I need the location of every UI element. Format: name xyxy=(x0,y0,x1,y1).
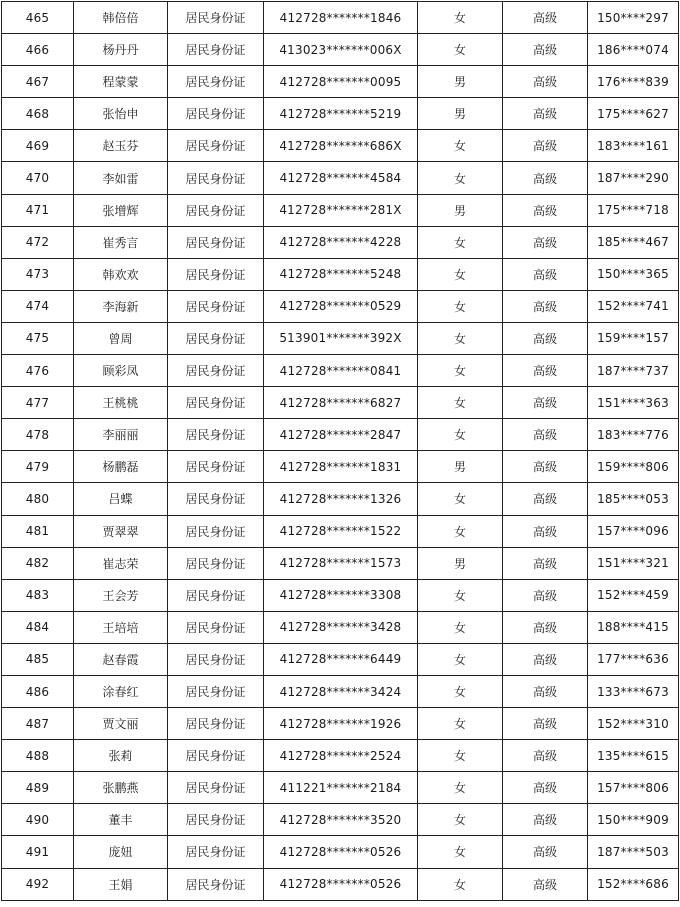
id-type-cell: 居民身份证 xyxy=(168,708,264,740)
gender-cell: 男 xyxy=(418,194,503,226)
id-type-cell: 居民身份证 xyxy=(168,194,264,226)
name-cell: 贾翠翠 xyxy=(74,515,168,547)
id-number-cell: 513901*******392X xyxy=(264,322,418,354)
name-cell: 王桃桃 xyxy=(74,387,168,419)
gender-cell: 女 xyxy=(418,226,503,258)
level-cell: 高级 xyxy=(503,2,588,34)
row-number-cell: 486 xyxy=(2,675,74,707)
level-cell: 高级 xyxy=(503,130,588,162)
gender-cell: 女 xyxy=(418,387,503,419)
id-type-cell: 居民身份证 xyxy=(168,258,264,290)
id-type-cell: 居民身份证 xyxy=(168,322,264,354)
phone-cell: 188****415 xyxy=(588,611,679,643)
gender-cell: 女 xyxy=(418,804,503,836)
level-cell: 高级 xyxy=(503,162,588,194)
phone-cell: 177****636 xyxy=(588,643,679,675)
id-number-cell: 412728*******1926 xyxy=(264,708,418,740)
gender-cell: 女 xyxy=(418,2,503,34)
row-number-cell: 474 xyxy=(2,290,74,322)
id-number-cell: 413023*******006X xyxy=(264,34,418,66)
table-row xyxy=(2,579,679,611)
gender-cell: 女 xyxy=(418,868,503,900)
phone-cell: 151****363 xyxy=(588,387,679,419)
id-number-cell: 412728*******281X xyxy=(264,194,418,226)
row-number-cell: 468 xyxy=(2,98,74,130)
row-number-cell: 470 xyxy=(2,162,74,194)
row-number-cell: 482 xyxy=(2,547,74,579)
id-number-cell: 412728*******3428 xyxy=(264,611,418,643)
phone-cell: 152****459 xyxy=(588,579,679,611)
level-cell: 高级 xyxy=(503,836,588,868)
phone-cell: 152****741 xyxy=(588,290,679,322)
name-cell: 董丰 xyxy=(74,804,168,836)
gender-cell: 女 xyxy=(418,708,503,740)
level-cell: 高级 xyxy=(503,708,588,740)
name-cell: 杨鹏磊 xyxy=(74,451,168,483)
roster-table-body xyxy=(2,2,679,901)
gender-cell: 女 xyxy=(418,258,503,290)
level-cell: 高级 xyxy=(503,226,588,258)
id-type-cell: 居民身份证 xyxy=(168,547,264,579)
gender-cell: 女 xyxy=(418,611,503,643)
level-cell: 高级 xyxy=(503,451,588,483)
id-type-cell: 居民身份证 xyxy=(168,868,264,900)
row-number-cell: 488 xyxy=(2,740,74,772)
phone-cell: 150****365 xyxy=(588,258,679,290)
gender-cell: 女 xyxy=(418,290,503,322)
table-row xyxy=(2,355,679,387)
id-type-cell: 居民身份证 xyxy=(168,387,264,419)
id-type-cell: 居民身份证 xyxy=(168,162,264,194)
id-type-cell: 居民身份证 xyxy=(168,579,264,611)
row-number-cell: 492 xyxy=(2,868,74,900)
id-number-cell: 412728*******1831 xyxy=(264,451,418,483)
gender-cell: 女 xyxy=(418,483,503,515)
level-cell: 高级 xyxy=(503,579,588,611)
id-type-cell: 居民身份证 xyxy=(168,772,264,804)
level-cell: 高级 xyxy=(503,483,588,515)
row-number-cell: 485 xyxy=(2,643,74,675)
table-row xyxy=(2,836,679,868)
id-number-cell: 412728*******4228 xyxy=(264,226,418,258)
table-row xyxy=(2,611,679,643)
phone-cell: 175****718 xyxy=(588,194,679,226)
name-cell: 庞妞 xyxy=(74,836,168,868)
id-number-cell: 412728*******2524 xyxy=(264,740,418,772)
phone-cell: 183****776 xyxy=(588,419,679,451)
id-type-cell: 居民身份证 xyxy=(168,2,264,34)
name-cell: 张鹏燕 xyxy=(74,772,168,804)
level-cell: 高级 xyxy=(503,868,588,900)
row-number-cell: 487 xyxy=(2,708,74,740)
gender-cell: 女 xyxy=(418,643,503,675)
id-type-cell: 居民身份证 xyxy=(168,740,264,772)
phone-cell: 152****686 xyxy=(588,868,679,900)
table-row xyxy=(2,290,679,322)
level-cell: 高级 xyxy=(503,419,588,451)
name-cell: 崔志荣 xyxy=(74,547,168,579)
row-number-cell: 480 xyxy=(2,483,74,515)
id-number-cell: 412728*******6449 xyxy=(264,643,418,675)
table-row xyxy=(2,322,679,354)
id-type-cell: 居民身份证 xyxy=(168,355,264,387)
roster-table xyxy=(1,1,679,901)
level-cell: 高级 xyxy=(503,515,588,547)
id-type-cell: 居民身份证 xyxy=(168,130,264,162)
phone-cell: 151****321 xyxy=(588,547,679,579)
id-type-cell: 居民身份证 xyxy=(168,419,264,451)
name-cell: 贾文丽 xyxy=(74,708,168,740)
name-cell: 赵春霞 xyxy=(74,643,168,675)
row-number-cell: 469 xyxy=(2,130,74,162)
level-cell: 高级 xyxy=(503,322,588,354)
id-type-cell: 居民身份证 xyxy=(168,515,264,547)
name-cell: 曾周 xyxy=(74,322,168,354)
level-cell: 高级 xyxy=(503,675,588,707)
table-row xyxy=(2,772,679,804)
name-cell: 杨丹丹 xyxy=(74,34,168,66)
table-row xyxy=(2,98,679,130)
name-cell: 李如雷 xyxy=(74,162,168,194)
phone-cell: 135****615 xyxy=(588,740,679,772)
gender-cell: 女 xyxy=(418,322,503,354)
level-cell: 高级 xyxy=(503,355,588,387)
phone-cell: 150****297 xyxy=(588,2,679,34)
id-number-cell: 412728*******1326 xyxy=(264,483,418,515)
row-number-cell: 478 xyxy=(2,419,74,451)
id-type-cell: 居民身份证 xyxy=(168,290,264,322)
table-row xyxy=(2,483,679,515)
id-type-cell: 居民身份证 xyxy=(168,643,264,675)
id-type-cell: 居民身份证 xyxy=(168,451,264,483)
level-cell: 高级 xyxy=(503,258,588,290)
name-cell: 赵玉芬 xyxy=(74,130,168,162)
gender-cell: 男 xyxy=(418,66,503,98)
id-number-cell: 412728*******1522 xyxy=(264,515,418,547)
level-cell: 高级 xyxy=(503,290,588,322)
table-row xyxy=(2,226,679,258)
row-number-cell: 471 xyxy=(2,194,74,226)
table-row xyxy=(2,2,679,34)
name-cell: 王会芳 xyxy=(74,579,168,611)
id-number-cell: 412728*******5248 xyxy=(264,258,418,290)
table-row xyxy=(2,66,679,98)
name-cell: 韩欢欢 xyxy=(74,258,168,290)
phone-cell: 150****909 xyxy=(588,804,679,836)
row-number-cell: 484 xyxy=(2,611,74,643)
table-row xyxy=(2,451,679,483)
id-number-cell: 412728*******0526 xyxy=(264,868,418,900)
id-type-cell: 居民身份证 xyxy=(168,66,264,98)
name-cell: 李海新 xyxy=(74,290,168,322)
gender-cell: 女 xyxy=(418,579,503,611)
id-type-cell: 居民身份证 xyxy=(168,836,264,868)
row-number-cell: 491 xyxy=(2,836,74,868)
id-type-cell: 居民身份证 xyxy=(168,98,264,130)
phone-cell: 185****467 xyxy=(588,226,679,258)
row-number-cell: 481 xyxy=(2,515,74,547)
table-row xyxy=(2,419,679,451)
gender-cell: 女 xyxy=(418,836,503,868)
id-type-cell: 居民身份证 xyxy=(168,34,264,66)
table-row xyxy=(2,804,679,836)
table-row xyxy=(2,130,679,162)
id-number-cell: 412728*******3424 xyxy=(264,675,418,707)
table-row xyxy=(2,675,679,707)
id-number-cell: 411221*******2184 xyxy=(264,772,418,804)
gender-cell: 女 xyxy=(418,675,503,707)
phone-cell: 187****503 xyxy=(588,836,679,868)
row-number-cell: 473 xyxy=(2,258,74,290)
table-row xyxy=(2,34,679,66)
id-number-cell: 412728*******0529 xyxy=(264,290,418,322)
phone-cell: 183****161 xyxy=(588,130,679,162)
phone-cell: 176****839 xyxy=(588,66,679,98)
phone-cell: 152****310 xyxy=(588,708,679,740)
table-row xyxy=(2,258,679,290)
table-row xyxy=(2,643,679,675)
table-row xyxy=(2,387,679,419)
id-number-cell: 412728*******6827 xyxy=(264,387,418,419)
level-cell: 高级 xyxy=(503,611,588,643)
id-number-cell: 412728*******5219 xyxy=(264,98,418,130)
level-cell: 高级 xyxy=(503,740,588,772)
level-cell: 高级 xyxy=(503,547,588,579)
phone-cell: 187****737 xyxy=(588,355,679,387)
phone-cell: 157****096 xyxy=(588,515,679,547)
phone-cell: 133****673 xyxy=(588,675,679,707)
level-cell: 高级 xyxy=(503,643,588,675)
level-cell: 高级 xyxy=(503,98,588,130)
level-cell: 高级 xyxy=(503,66,588,98)
gender-cell: 男 xyxy=(418,451,503,483)
name-cell: 张莉 xyxy=(74,740,168,772)
name-cell: 崔秀言 xyxy=(74,226,168,258)
level-cell: 高级 xyxy=(503,772,588,804)
id-number-cell: 412728*******1846 xyxy=(264,2,418,34)
gender-cell: 女 xyxy=(418,772,503,804)
name-cell: 王娟 xyxy=(74,868,168,900)
phone-cell: 185****053 xyxy=(588,483,679,515)
row-number-cell: 490 xyxy=(2,804,74,836)
table-row xyxy=(2,547,679,579)
phone-cell: 159****157 xyxy=(588,322,679,354)
id-number-cell: 412728*******0095 xyxy=(264,66,418,98)
gender-cell: 男 xyxy=(418,547,503,579)
table-row xyxy=(2,162,679,194)
row-number-cell: 489 xyxy=(2,772,74,804)
id-number-cell: 412728*******3520 xyxy=(264,804,418,836)
phone-cell: 175****627 xyxy=(588,98,679,130)
id-type-cell: 居民身份证 xyxy=(168,804,264,836)
table-row xyxy=(2,708,679,740)
name-cell: 韩倍倍 xyxy=(74,2,168,34)
phone-cell: 157****806 xyxy=(588,772,679,804)
phone-cell: 186****074 xyxy=(588,34,679,66)
row-number-cell: 466 xyxy=(2,34,74,66)
table-row xyxy=(2,194,679,226)
row-number-cell: 477 xyxy=(2,387,74,419)
name-cell: 程蒙蒙 xyxy=(74,66,168,98)
id-number-cell: 412728*******4584 xyxy=(264,162,418,194)
id-number-cell: 412728*******686X xyxy=(264,130,418,162)
id-type-cell: 居民身份证 xyxy=(168,226,264,258)
row-number-cell: 476 xyxy=(2,355,74,387)
gender-cell: 女 xyxy=(418,355,503,387)
id-number-cell: 412728*******0526 xyxy=(264,836,418,868)
table-row xyxy=(2,868,679,900)
gender-cell: 女 xyxy=(418,162,503,194)
gender-cell: 男 xyxy=(418,98,503,130)
name-cell: 吕蝶 xyxy=(74,483,168,515)
id-number-cell: 412728*******3308 xyxy=(264,579,418,611)
gender-cell: 女 xyxy=(418,419,503,451)
name-cell: 张增辉 xyxy=(74,194,168,226)
name-cell: 张怡申 xyxy=(74,98,168,130)
row-number-cell: 465 xyxy=(2,2,74,34)
table-row xyxy=(2,515,679,547)
level-cell: 高级 xyxy=(503,194,588,226)
row-number-cell: 472 xyxy=(2,226,74,258)
id-type-cell: 居民身份证 xyxy=(168,611,264,643)
id-number-cell: 412728*******0841 xyxy=(264,355,418,387)
row-number-cell: 483 xyxy=(2,579,74,611)
row-number-cell: 475 xyxy=(2,322,74,354)
id-type-cell: 居民身份证 xyxy=(168,675,264,707)
phone-cell: 159****806 xyxy=(588,451,679,483)
id-number-cell: 412728*******2847 xyxy=(264,419,418,451)
name-cell: 涂春红 xyxy=(74,675,168,707)
name-cell: 王培培 xyxy=(74,611,168,643)
name-cell: 李丽丽 xyxy=(74,419,168,451)
row-number-cell: 479 xyxy=(2,451,74,483)
level-cell: 高级 xyxy=(503,804,588,836)
level-cell: 高级 xyxy=(503,34,588,66)
row-number-cell: 467 xyxy=(2,66,74,98)
gender-cell: 女 xyxy=(418,740,503,772)
table-row xyxy=(2,740,679,772)
id-type-cell: 居民身份证 xyxy=(168,483,264,515)
level-cell: 高级 xyxy=(503,387,588,419)
gender-cell: 女 xyxy=(418,515,503,547)
gender-cell: 女 xyxy=(418,130,503,162)
phone-cell: 187****290 xyxy=(588,162,679,194)
gender-cell: 女 xyxy=(418,34,503,66)
id-number-cell: 412728*******1573 xyxy=(264,547,418,579)
name-cell: 顾彩凤 xyxy=(74,355,168,387)
